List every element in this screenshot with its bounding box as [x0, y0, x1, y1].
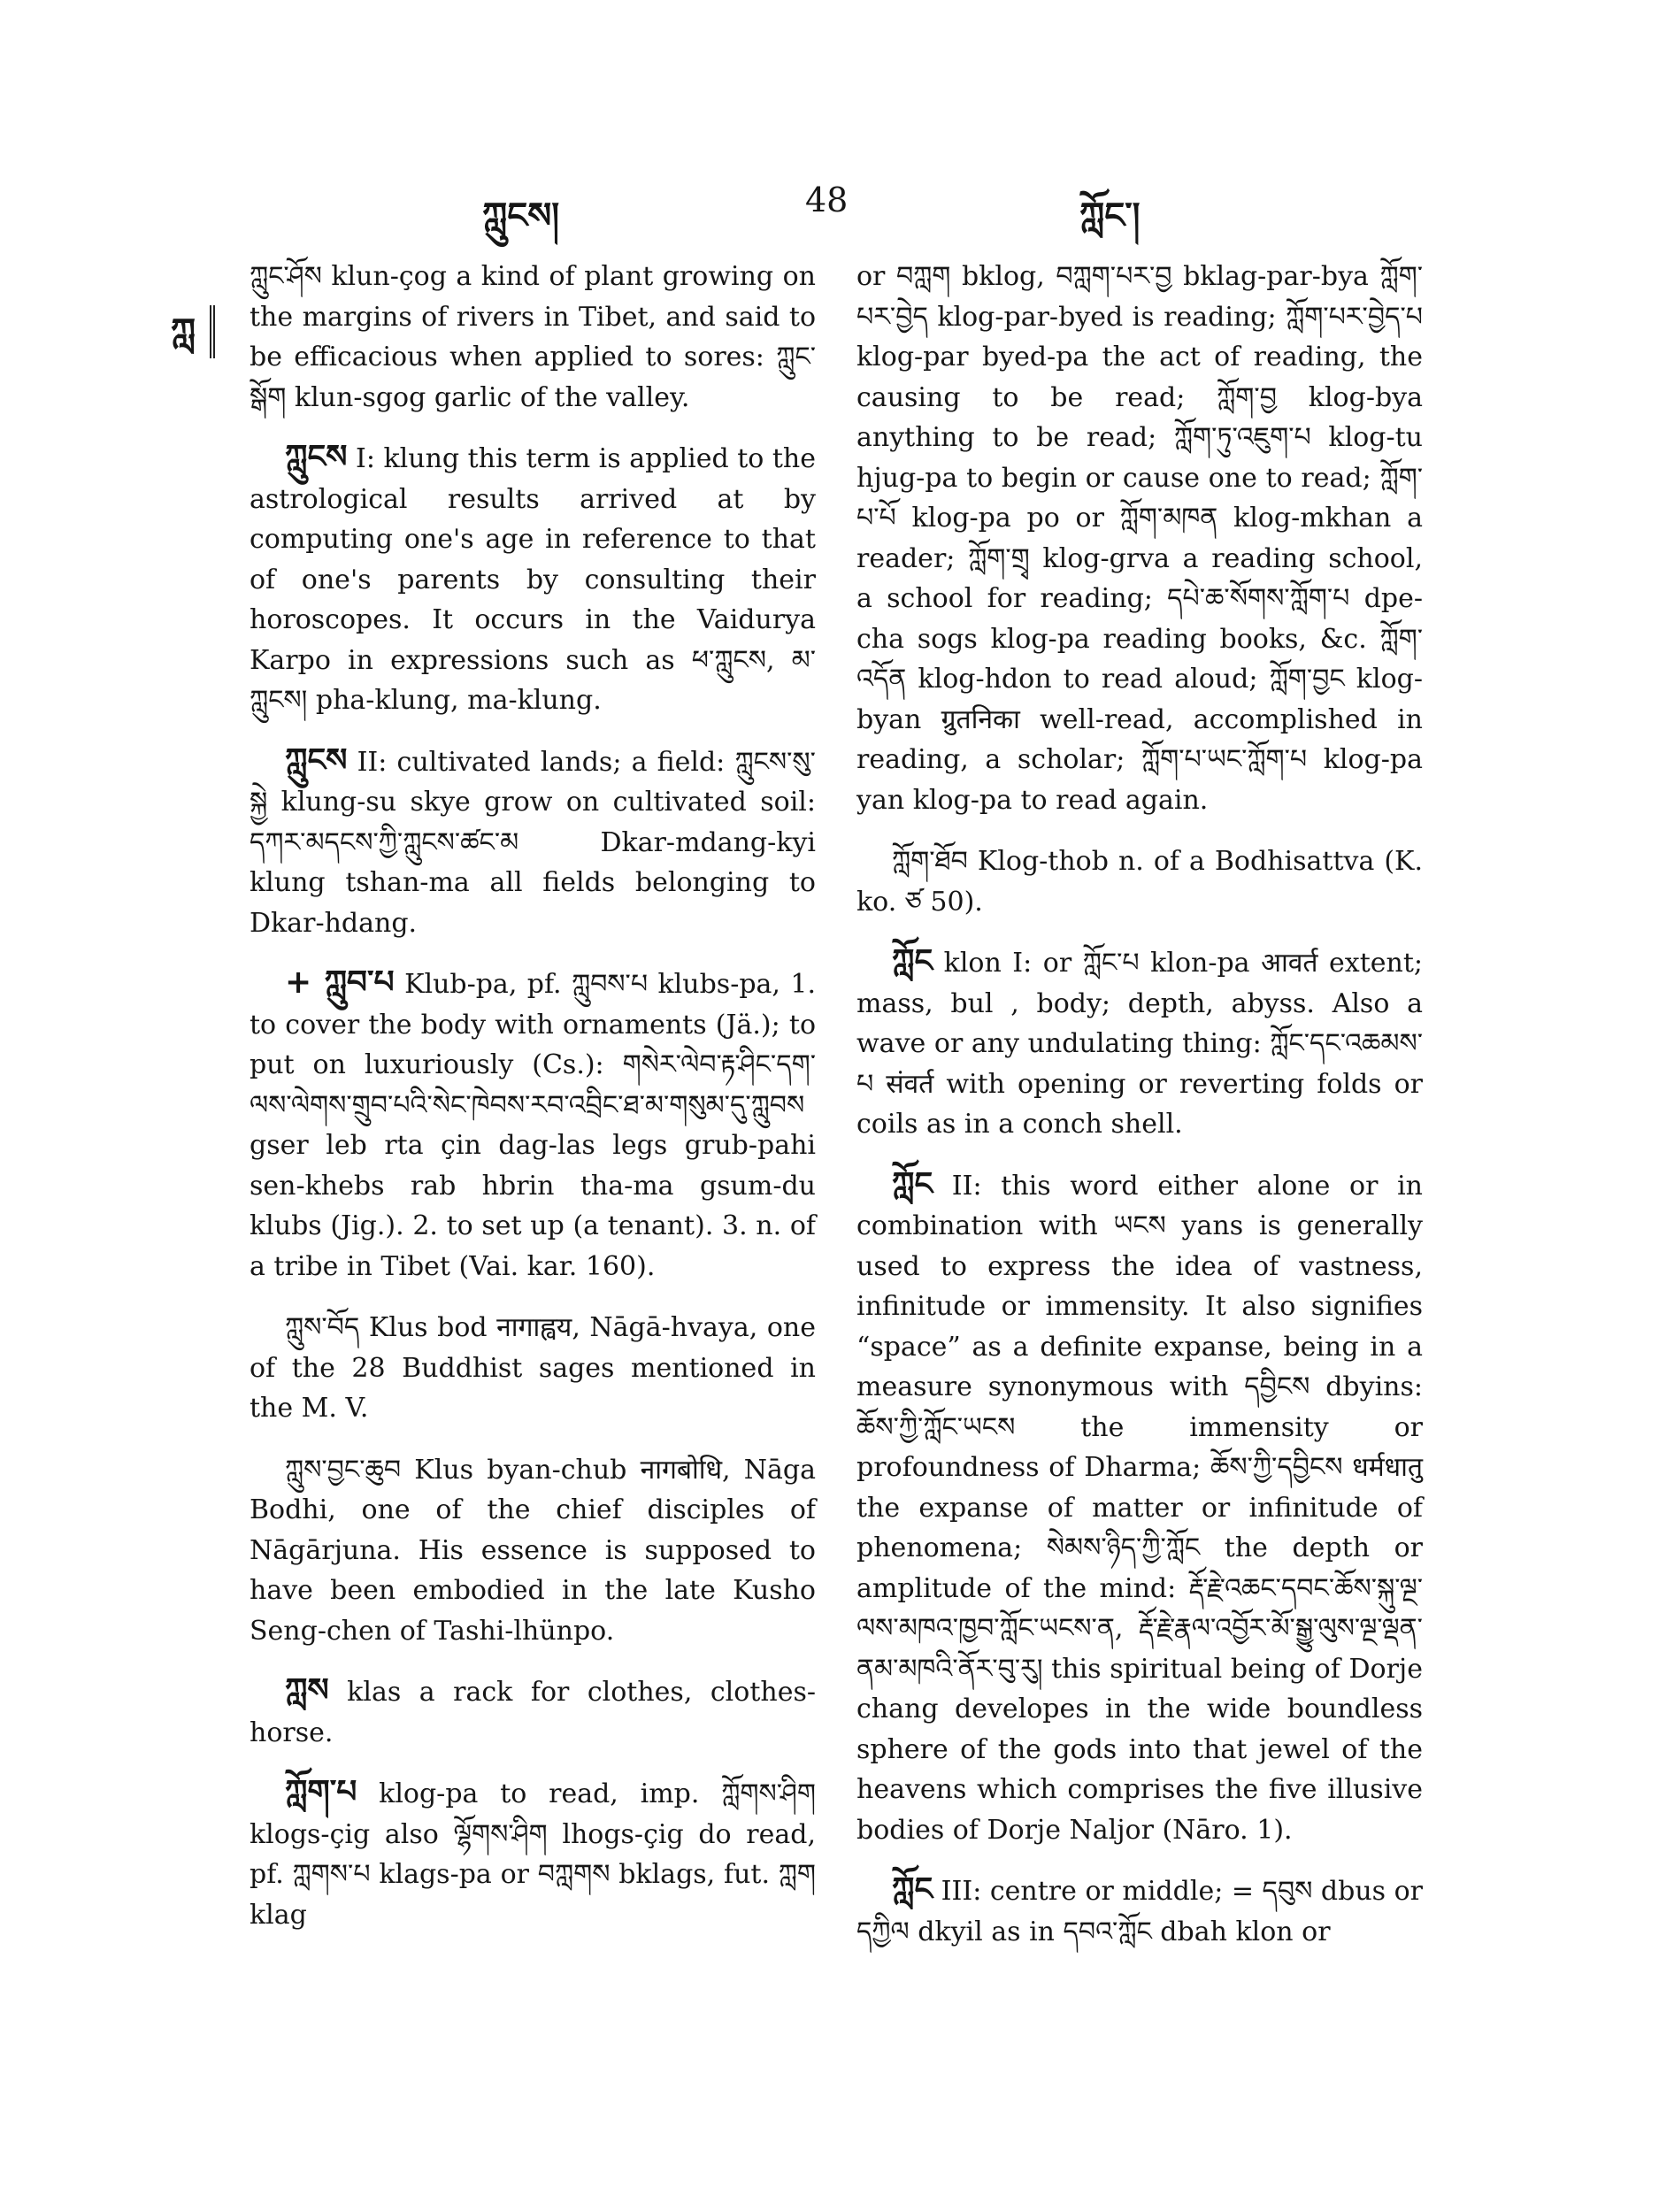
dictionary-entry [250, 1772, 816, 1935]
dictionary-entry [250, 1448, 816, 1652]
entry-body: Klub-pa, pf. ཀླུབས་པ klubs-pa, 1. to cover the body with ornaments (Jä.); to put on luxuriously (Cs.): གསེར་ལེབ་རྟ་ཤིང་དག་ལས་ལེགས་གྲུབ་པའི་སེང་ཁེབས་རབ་འབྲིང་ཐ་མ་གསུམ་དུ་ཀླུབས gser leb rta çin dag-las legs grub-pahi sen-khebs rab hbrin tha-ma gsum-du klubs (Jig.). 2. to set up (a tenant). 3. n. of a tribe in Tibet (Vai. kar. 160). [250, 969, 816, 1282]
entry-body: klog-pa to read, imp. ཀློགས་ཤིག klogs-çig also ལྷོགས་ཤིག lhogs-çig do read, pf. ཀླགས་པ klags-pa or བཀླགས bklags, fut. ཀླག klag [250, 1778, 816, 1931]
entry-body: klas a rack for clothes, clothes-horse. [250, 1677, 816, 1748]
entry-headword: ཀླས [285, 1671, 329, 1709]
header-right-word: ཀློང་། [1079, 195, 1141, 236]
entry-headword: + ཀླུབ་པ [285, 964, 395, 1001]
page-header [265, 175, 1433, 236]
entry-body: ཀླུས་བོད Klus bod नागाह्वय, Nāgā-hvaya, one of the 28 Buddhist sages mentioned in the M. V. [250, 1312, 816, 1424]
entry-headword: ཀློང [892, 1164, 933, 1202]
entry-body: III: centre or middle; = དབུས dbus or དཀྱིལ dkyil as in དབའ་ཀློང dbah klon or [856, 1876, 1423, 1947]
entry-body: II: this word either alone or in combination with ཡངས yans is generally used to express the idea of vastness, infinitude or immensity. It also signifies “space” as a definite expanse, being in a measure synonymous with དབྱིངས dbyins: ཆོས་ཀྱི་ཀློང་ཡངས the immensity or profoundness of Dharma; ཆོས་ཀྱི་དབྱིངས धर्मधातु the expanse of matter or infinitude of phenomena; སེམས་ཉིད་ཀྱི་ཀློང the depth or amplitude of the mind: རྡོ་རྗེ་འཆང་དབང་ཆོས་སྐུ་ལྔ་ལས་མཁའ་ཁྱབ་ཀློང་ཡངས་ན, རྡོ་རྗེ་རྣལ་འབྱོར་མོ་སྒྱུ་ལུས་ལྔ་ལྡན་ནམ་མཁའི་ནོར་བུ་རུ། this spiritual being of Dorje chang developes in the wide boundless sphere of the gods into that jewel of the heavens which comprises the five illusive bodies of Dorje Naljor (Nāro. 1). [856, 1170, 1423, 1846]
margin-thumb-index: ཀླ [155, 305, 215, 358]
dictionary-entry [856, 255, 1423, 820]
dictionary-entry [250, 963, 816, 1286]
entry-headword: ཀློང [892, 1870, 933, 1908]
dictionary-entry [250, 437, 816, 721]
dictionary-entry [856, 941, 1423, 1145]
dictionary-entry [250, 255, 816, 418]
entry-headword: ཀླུངས [285, 438, 348, 475]
entry-headword: ཀློག་པ [285, 1773, 357, 1810]
header-left-word: ཀླུངས། [482, 195, 560, 236]
entry-body: ཀློག་ཐོབ Klog-thob n. of a Bodhisattva (K. ko. ཙ 50). [856, 846, 1423, 918]
entry-body: ཀླུང་ཤོས klun-çog a kind of plant growing on the margins of rivers in Tibet, and said to be efficacious when applied to sores: ཀླུང་སྒོག klun-sgog garlic of the valley. [250, 261, 816, 413]
entry-headword: ཀློང [892, 942, 933, 979]
right-column [856, 255, 1423, 1971]
entry-body: ཀླུས་བྱང་ཆུབ Klus byan-chub नागबोधि, Nāga Bodhi, one of the chief disciples of Nāgārjuna. His essence is supposed to have been embodied in the late Kusho Seng-chen of Tashi-lhünpo. [250, 1454, 816, 1647]
dictionary-entry [250, 741, 816, 944]
entry-body: or བཀླག bklog, བཀླག་པར་བྱ bklag-par-bya ཀློག་པར་བྱེད klog-par-byed is reading; ཀློག་པར་བྱེད་པ klog-par byed-pa the act of reading, the causing to be read; ཀློག་བྱ klog-bya anything to be read; ཀློག་ཏུ་འཇུག་པ klog-tu hjug-pa to begin or cause one to read; ཀློག་པ་པོ klog-pa po or ཀློག་མཁན klog-mkhan a reader; ཀློག་གྲྭ klog-grva a reading school, a school for reading; དཔེ་ཆ་སོགས་ཀློག་པ dpe-cha sogs klog-pa reading books, &c. ཀློག་འདོན klog-hdon to read aloud; ཀློག་བྱང klog-byan ग्रुतनिका well-read, accomplished in reading, a scholar; ཀློག་པ་ཡང་ཀློག་པ klog-pa yan klog-pa to read again. [856, 261, 1423, 816]
dictionary-entry [856, 1164, 1423, 1851]
dictionary-entry [250, 1306, 816, 1429]
entry-body: II: cultivated lands; a field: ཀླུངས་སུ་སྐྱེ klung-su skye grow on cultivated soil: དཀར་མདངས་ཀྱི་ཀླུངས་ཚང་མ Dkar-mdang-kyi klung tshan-ma all fields belonging to Dkar-hdang. [250, 746, 816, 939]
left-column [250, 255, 816, 1955]
entry-headword: ཀླུངས [285, 741, 348, 779]
entry-body: klon I: or ཀློང་པ klon-pa आवर्त extent; mass, bul , body; depth, abyss. Also a wave or any undulating thing: ཀློང་དང་འཆམས་པ संवर्त with opening or reverting folds or coils as in a conch shell. [856, 948, 1423, 1140]
dictionary-entry [856, 1870, 1423, 1952]
entry-body: I: klung this term is applied to the astrological results arrived at by computing one's age in reference to that of one's parents by consulting their horoscopes. It occurs in the Vaidurya Karpo in expressions such as ཕ་ཀླུངས, མ་ཀླུངས། pha-klung, ma-klung. [250, 443, 816, 716]
dictionary-entry [250, 1671, 816, 1753]
dictionary-entry [856, 840, 1423, 922]
page-number: 48 [805, 180, 849, 219]
